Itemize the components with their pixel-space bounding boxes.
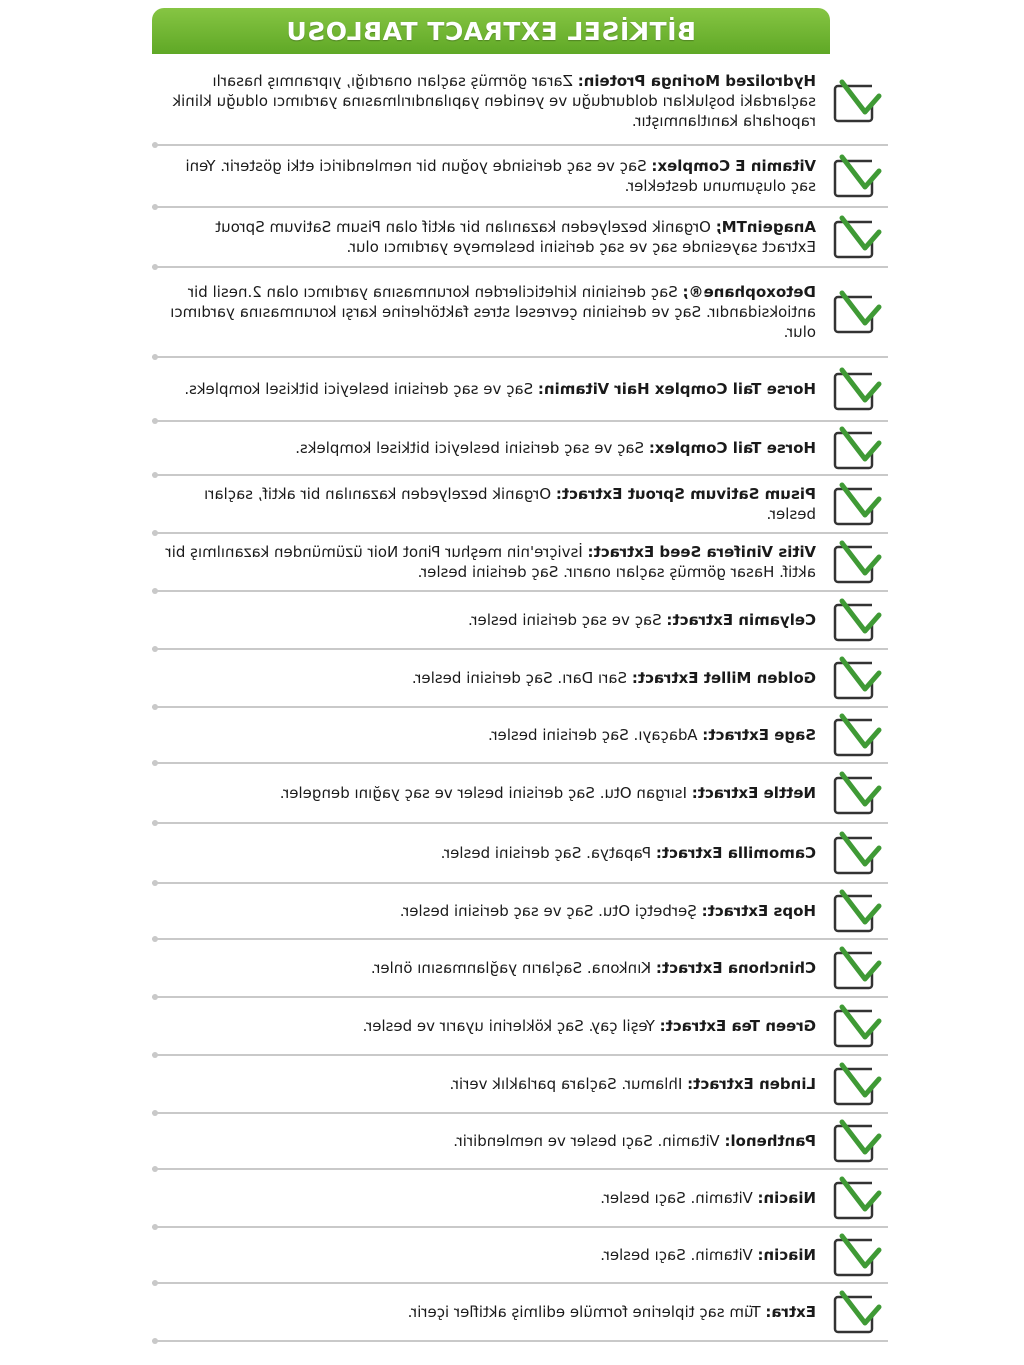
checkbox-check-icon bbox=[832, 1175, 882, 1221]
extract-description: Papatya. Saç derisini besler. bbox=[440, 844, 656, 862]
row-text bbox=[152, 1131, 826, 1151]
list-item bbox=[152, 650, 888, 708]
extract-description: Isırgan Otu. Saç derisini besler ve saç yağını dengeler. bbox=[279, 784, 692, 802]
checkbox-cell bbox=[826, 1056, 888, 1112]
list-item bbox=[152, 208, 888, 268]
extract-description: Saç ve saç derisinde yoğun bir nemlendirici etki gösterir. Yeni saç oluşumunu destekler. bbox=[185, 157, 816, 195]
extract-description: Şerbetçi Otu. Saç ve saç derisini besler. bbox=[399, 902, 702, 920]
checkbox-check-icon bbox=[832, 888, 882, 934]
checkbox-check-icon bbox=[832, 539, 882, 585]
row-text bbox=[152, 668, 826, 688]
row-text bbox=[152, 71, 826, 131]
checkbox-cell bbox=[826, 358, 888, 420]
extract-name: Hops Extract: bbox=[701, 902, 816, 920]
row-text bbox=[152, 783, 826, 803]
checkbox-cell bbox=[826, 764, 888, 822]
row-text bbox=[152, 1016, 826, 1036]
checkbox-cell bbox=[826, 146, 888, 206]
extract-name: Niacin: bbox=[757, 1246, 816, 1264]
extract-description: Sarı Darı. Saç derisini besler. bbox=[411, 669, 632, 687]
extract-name: Camomilla Extract: bbox=[655, 844, 816, 862]
checkbox-cell bbox=[826, 650, 888, 706]
checkbox-check-icon bbox=[832, 1118, 882, 1164]
extract-name: Chinchona Extract: bbox=[655, 959, 816, 977]
list-item bbox=[152, 824, 888, 884]
checkbox-cell bbox=[826, 884, 888, 938]
checkbox-check-icon bbox=[832, 78, 882, 124]
extract-description: Zarar görmüş saçları onardığı, yıpranmış hasarlı saçlardaki boşlukları doldurduğu ve yeniden yapılandırılmasına yardımcı olduğu klinik raporlarla kanıtlanmıştır. bbox=[172, 72, 816, 130]
list-item bbox=[152, 940, 888, 998]
extract-description: Organik bezelyeden kazanılan bir aktif, saçları besler. bbox=[204, 485, 816, 523]
checkbox-check-icon bbox=[832, 366, 882, 412]
row-text bbox=[152, 1245, 826, 1265]
checkbox-check-icon bbox=[832, 770, 882, 816]
checkbox-cell bbox=[826, 824, 888, 882]
extract-description: Organik bezelyeden kazanılan bir aktif olan Pisum Sativum Sprout Extract sayesinde saç ve saç derisini beslemeye yardımcı olur. bbox=[215, 218, 816, 256]
extract-name: Detoxophane®; bbox=[682, 283, 816, 301]
extract-name: Extra: bbox=[765, 1303, 816, 1321]
list-item bbox=[152, 358, 888, 422]
list-item bbox=[152, 884, 888, 940]
checkbox-check-icon bbox=[832, 1061, 882, 1107]
row-text bbox=[152, 958, 826, 978]
extract-name: Sage Extract: bbox=[702, 726, 816, 744]
checkbox-check-icon bbox=[832, 655, 882, 701]
extract-description: Vitamin. Saçı besler. bbox=[600, 1189, 758, 1207]
checkbox-cell bbox=[826, 476, 888, 532]
extract-description: Tüm saç tiplerine formüle edilmiş aktifler içerir. bbox=[407, 1303, 766, 1321]
checkbox-cell bbox=[826, 422, 888, 474]
checkbox-cell bbox=[826, 1170, 888, 1226]
page-title: BİTKİSEL EXTRACT TABLOSU bbox=[285, 16, 697, 46]
extract-description: İsviçre'nin meşhur Pinot Noir üzümünden kazanılmış bir aktif. Hasar görmüş saçları onarır. Saç derisini besler. bbox=[165, 543, 816, 581]
checkbox-check-icon bbox=[832, 1289, 882, 1335]
row-text bbox=[152, 282, 826, 342]
extract-name: Nettle Extract: bbox=[691, 784, 816, 802]
checkbox-cell bbox=[826, 592, 888, 648]
checkbox-cell bbox=[826, 1228, 888, 1282]
checkbox-cell bbox=[826, 708, 888, 762]
checkbox-cell bbox=[826, 58, 888, 144]
extract-name: Pisum Sativum Sprout Extract: bbox=[555, 485, 816, 503]
checkbox-check-icon bbox=[832, 289, 882, 335]
extract-description: Saç derisinin kirleticilerden korunmasına yardımcı olan 2.nesil bir antioksidandır. Saç ve derisinin çevresel stres faktörlerine karşı korunmasına yardımcı olur. bbox=[170, 283, 816, 341]
extract-description: Saç ve saç derisini besleyici bitkisel kompleks. bbox=[184, 380, 538, 398]
list-item bbox=[152, 476, 888, 534]
row-text bbox=[152, 843, 826, 863]
row-text bbox=[152, 1074, 826, 1094]
extract-name: Hydrolized Moringa Protein: bbox=[577, 72, 816, 90]
extract-description: Adaçayı. Saç derisini besler. bbox=[488, 726, 703, 744]
list-item bbox=[152, 1284, 888, 1342]
row-text bbox=[152, 1188, 826, 1208]
checkbox-cell bbox=[826, 940, 888, 996]
checkbox-check-icon bbox=[832, 425, 882, 471]
extract-name: Horse Tail Complex: bbox=[648, 439, 816, 457]
extract-description: Saç ve saç derisini besleyici bitkisel kompleks. bbox=[295, 439, 649, 457]
checkbox-cell bbox=[826, 208, 888, 266]
extract-description: Kınkona. Saçların yağlanmasını önler. bbox=[370, 959, 656, 977]
checkbox-check-icon bbox=[832, 712, 882, 758]
checkbox-check-icon bbox=[832, 597, 882, 643]
extract-description: Ihlamur. Saçlara parlaklık verir. bbox=[449, 1075, 688, 1093]
extract-name: Panthenol: bbox=[724, 1132, 816, 1150]
checkbox-cell bbox=[826, 1284, 888, 1340]
extract-name: Niacin: bbox=[757, 1189, 816, 1207]
list-item bbox=[152, 534, 888, 592]
list-item bbox=[152, 764, 888, 824]
row-text bbox=[152, 156, 826, 196]
checkbox-check-icon bbox=[832, 830, 882, 876]
table-header bbox=[152, 8, 830, 54]
row-text bbox=[152, 217, 826, 257]
row-text bbox=[152, 610, 826, 630]
checkbox-check-icon bbox=[832, 214, 882, 260]
list-item bbox=[152, 58, 888, 146]
extract-name: Golden Millet Extract: bbox=[631, 669, 816, 687]
row-text bbox=[152, 1302, 826, 1322]
extract-name: Linden Extract: bbox=[687, 1075, 816, 1093]
list-item bbox=[152, 1114, 888, 1170]
extract-name: Green Tea Extract: bbox=[659, 1017, 816, 1035]
row-text bbox=[152, 484, 826, 524]
checkbox-check-icon bbox=[832, 1003, 882, 1049]
list-item bbox=[152, 998, 888, 1056]
list-item bbox=[152, 708, 888, 764]
checkbox-cell bbox=[826, 268, 888, 356]
list-item bbox=[152, 1170, 888, 1228]
extract-list bbox=[152, 58, 888, 1342]
row-text bbox=[152, 725, 826, 745]
list-item bbox=[152, 422, 888, 476]
extract-description: Saç ve saç derisini besler. bbox=[468, 611, 667, 629]
extract-name: Horse Tail Complex Hair Vitamin: bbox=[537, 380, 816, 398]
extract-name: Vitamin E Complex: bbox=[651, 157, 816, 175]
extract-name: AnageinTM; bbox=[715, 218, 816, 236]
checkbox-cell bbox=[826, 1114, 888, 1168]
row-text bbox=[152, 438, 826, 458]
row-text bbox=[152, 379, 826, 399]
row-text bbox=[152, 542, 826, 582]
row-text bbox=[152, 901, 826, 921]
extract-description: Vitamin. Saçı besler ve nemlendirir. bbox=[453, 1132, 725, 1150]
list-item bbox=[152, 146, 888, 208]
extract-name: Vitis Vinifera Seed Extract: bbox=[587, 543, 816, 561]
checkbox-check-icon bbox=[832, 945, 882, 991]
checkbox-cell bbox=[826, 534, 888, 590]
checkbox-check-icon bbox=[832, 153, 882, 199]
checkbox-check-icon bbox=[832, 481, 882, 527]
extract-name: Celyamin Extract: bbox=[666, 611, 816, 629]
extract-description: Vitamin. Saçı besler. bbox=[600, 1246, 758, 1264]
checkbox-cell bbox=[826, 998, 888, 1054]
list-item bbox=[152, 592, 888, 650]
extract-description: Yeşil çay. Saç köklerini uyarır ve besler. bbox=[362, 1017, 660, 1035]
checkbox-check-icon bbox=[832, 1232, 882, 1278]
list-item bbox=[152, 268, 888, 358]
list-item bbox=[152, 1228, 888, 1284]
list-item bbox=[152, 1056, 888, 1114]
